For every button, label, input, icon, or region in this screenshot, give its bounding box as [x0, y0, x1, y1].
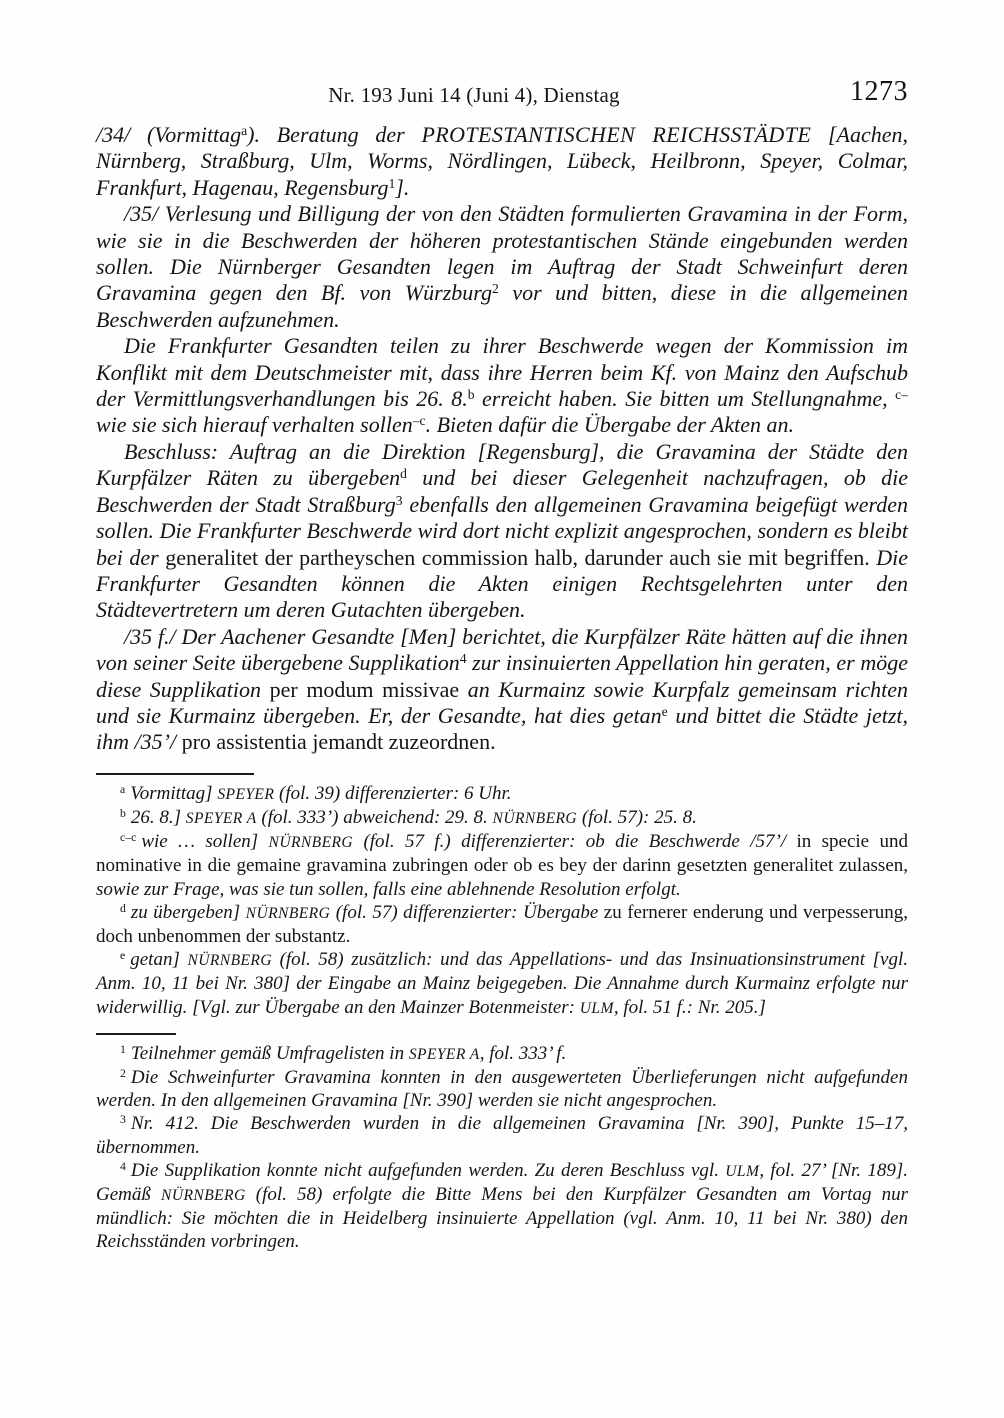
text-run: NÜRNBERG	[492, 809, 578, 827]
footnote	[96, 782, 908, 806]
footnote	[96, 1042, 908, 1066]
note-reference: 2	[492, 281, 499, 297]
text-run: NÜRNBERG	[268, 834, 354, 852]
text-run: SPEYER A	[408, 1045, 480, 1063]
footnotes-letters	[96, 782, 908, 1020]
text-run: NÜRNBERG	[161, 1187, 246, 1204]
text-run: ebenfalls den allgemeinen Gravamina beigefügt werden sollen. Die Frankfurter Beschwerde wird dort nicht explizit angesprochen, sondern es bleibt bei der	[96, 491, 908, 570]
text-run: Die Supplikation konnte nicht aufgefunden werden. Zu deren Beschluss vgl.	[130, 1159, 726, 1181]
text-run: 26. 8.]	[130, 806, 186, 828]
footnote	[96, 1112, 908, 1158]
footnote-marker: c–c	[120, 831, 137, 845]
text-run: Beschluss: Auftrag an die Direktion [Regensburg], die Gravamina der Städte den Kurpfälzer Räten zu übergeben	[96, 438, 908, 491]
footnote-marker: 2	[120, 1066, 126, 1080]
footnote-marker: e	[120, 949, 126, 963]
note-reference: d	[400, 466, 407, 482]
footnote	[96, 806, 908, 830]
text-run: (fol. 58) zusätzlich: und das Appellations- und das Insinuationsinstrument [vgl. Anm. 10, 11 bei Nr. 380] der Eingabe an Mainz beigegeben. Die Annahme durch Kurmainz erfolgte nur widerwillig. [Vgl. zur Übergabe an den Mainzer Botenmeister:	[96, 949, 908, 1018]
text-run: , fol. 51 f.: Nr. 205.]	[613, 996, 766, 1018]
text-run: Teilnehmer gemäß Umfragelisten in	[130, 1042, 409, 1064]
footnote	[96, 1066, 908, 1112]
note-reference: e	[661, 703, 668, 719]
text-run: [Aachen, Nürnberg, Straßburg, Ulm, Worms, Nördlingen, Lübeck, Heilbronn, Speyer, Colmar, Frankfurt, Hagenau, Regensburg	[96, 122, 908, 200]
text-run: wie sie sich hierauf verhalten sollen	[96, 412, 413, 438]
footnote-marker: a	[120, 782, 126, 796]
text-run: (fol. 57 f.) differenzierter: ob die Beschwerde /57’/	[353, 831, 797, 853]
text-run: zu fernerer enderung und verpesserung, doch unbenommen der substantz.	[96, 901, 908, 947]
text-run: vor und bitten, diese in die allgemeinen Beschwerden aufzunehmen.	[96, 280, 908, 332]
note-reference: c–	[895, 386, 909, 402]
text-run: (fol. 57): 25. 8.	[577, 806, 697, 828]
text-run: ULM	[579, 999, 614, 1017]
text-run: (fol. 39) differenzierter: 6 Uhr.	[274, 782, 512, 804]
text-run: ULM	[725, 1162, 760, 1180]
page-header	[96, 76, 908, 122]
running-head: Nr. 193 Juni 14 (Juni 4), Dienstag	[328, 83, 620, 107]
text-run: . Bieten dafür die Übergabe der Akten an.	[425, 412, 795, 438]
text-run: , fol. 333’ f.	[479, 1042, 567, 1064]
text-run: /34/ (Vormittag	[96, 122, 242, 147]
text-run: /35 f./ Der Aachener Gesandte [Men] berichtet, die Kurpfälzer Räte hätten auf die ihnen von seiner Seite übergebene Supplikation	[96, 623, 908, 676]
text-run: Die Frankfurter Gesandten können die Akten einigen Rechtsgelehrten unter den Städtevertretern um deren Gutachten übergeben.	[96, 544, 909, 623]
text-run: und bei dieser Gelegenheit nachzufragen, ob die Beschwerden der Stadt Straßburg	[96, 465, 908, 517]
text-run: Nr. 412. Die Beschwerden wurden in die allgemeinen Gravamina [Nr. 390], Punkte 15–17, übernommen.	[96, 1113, 908, 1158]
text-run: getan]	[130, 949, 188, 971]
footnote-marker: 1	[120, 1042, 126, 1056]
note-reference: 4	[459, 651, 467, 667]
text-run: an Kurmainz sowie Kurpfalz gemeinsam richten und sie Kurmainz übergeben. Er, der Gesandte, hat dies getan	[96, 676, 908, 728]
paragraph	[96, 201, 908, 333]
footnotes-numbers	[96, 1042, 908, 1254]
text-run: generalitet der partheyschen commission halb, darunder auch sie mit begriffen.	[165, 544, 870, 570]
text-run: NÜRNBERG	[245, 904, 331, 922]
text-run: erreicht haben. Sie bitten um Stellungnahme,	[474, 386, 896, 412]
text-run: SPEYER A	[185, 809, 257, 827]
footnote-marker: 3	[120, 1113, 126, 1127]
text-run: zur insinuierten Appellation hin geraten, er möge diese Supplikation	[96, 650, 908, 702]
footnote-marker: b	[120, 806, 126, 820]
footnote	[96, 1159, 908, 1254]
text-run: (fol. 58) erfolgte die Bitte Mens bei den Kurpfälzer Gesandten am Vortag nur mündlich: Sie möchten die in Heidelberg insinuierte Appellation (vgl. Anm. 10, 11 bei Nr. 380) den Reichsständen vorbringen.	[96, 1184, 908, 1253]
text-run: /35/ Verlesung und Billigung der von den Städten formulierten Gravamina in der Form, wie sie in die Beschwerden der höheren protestantischen Stände eingebunden werden sollen. Die Nürnberger Gesandten legen im Auftrag der Stadt Schweinfurt deren Gravamina gegen den Bf. von Würzburg	[96, 201, 908, 306]
text-run: wie … sollen]	[141, 831, 269, 853]
paragraph	[96, 333, 908, 439]
text-run: Die Frankfurter Gesandten teilen zu ihrer Beschwerde wegen der Kommission im Konflikt mit dem Deutschmeister mit, dass ihre Herren beim Kf. von Mainz den Aufschub der Vermittlungsverhandlungen bis 26. 8.	[96, 333, 908, 412]
paragraph	[96, 624, 908, 756]
text-run: NÜRNBERG	[187, 952, 272, 970]
text-run: ].	[395, 174, 410, 200]
paragraph	[96, 122, 908, 201]
note-reference: b	[467, 386, 475, 402]
text-run: pro assistentia jemandt zuzeordnen.	[181, 729, 496, 755]
footnote-marker: 4	[120, 1159, 126, 1173]
text-run: (fol. 57) differenzierter: Übergabe	[330, 901, 604, 923]
text-run: PROTESTANTISCHEN REICHSSTÄDTE	[421, 122, 812, 147]
note-reference: 1	[388, 175, 396, 191]
footnote	[96, 830, 908, 901]
footnote-marker: d	[120, 901, 126, 915]
text-run: per modum missivae	[269, 676, 460, 702]
text-run: und bittet die Städte jetzt, ihm /35’/	[96, 702, 908, 755]
text-run: sowie zur Frage, was sie tun sollen, falls eine ablehnende Resolution erfolgt.	[96, 878, 681, 900]
text-run: , fol. 27’ [Nr. 189]. Gemäß	[96, 1159, 908, 1205]
footnote-separator-letters	[96, 773, 254, 775]
footnote-separator-numbers	[96, 1033, 176, 1035]
text-run: (fol. 333’) abweichend: 29. 8.	[256, 806, 493, 828]
text-run: in specie und nominative in die gemaine gravamina zubringen oder ob es bey der darinn gesetzten generalitet zulassen,	[96, 831, 908, 877]
main-text	[96, 122, 908, 756]
footnote	[96, 948, 908, 1020]
text-run: ). Beratung der	[247, 122, 422, 147]
text-run: Die Schweinfurter Gravamina konnten in den ausgewerteten Überlieferungen nicht aufgefunden werden. In den allgemeinen Gravamina [Nr. 390] werden sie nicht angesprochen.	[96, 1066, 908, 1112]
note-reference: a	[241, 122, 248, 138]
note-reference: –c	[412, 413, 426, 429]
text-run: zu übergeben]	[130, 901, 246, 923]
note-reference: 3	[395, 492, 403, 508]
page-number: 1273	[850, 76, 908, 107]
text-run: Vormittag]	[130, 782, 218, 804]
paragraph	[96, 439, 908, 624]
footnote	[96, 901, 908, 948]
text-run: SPEYER	[217, 785, 275, 803]
